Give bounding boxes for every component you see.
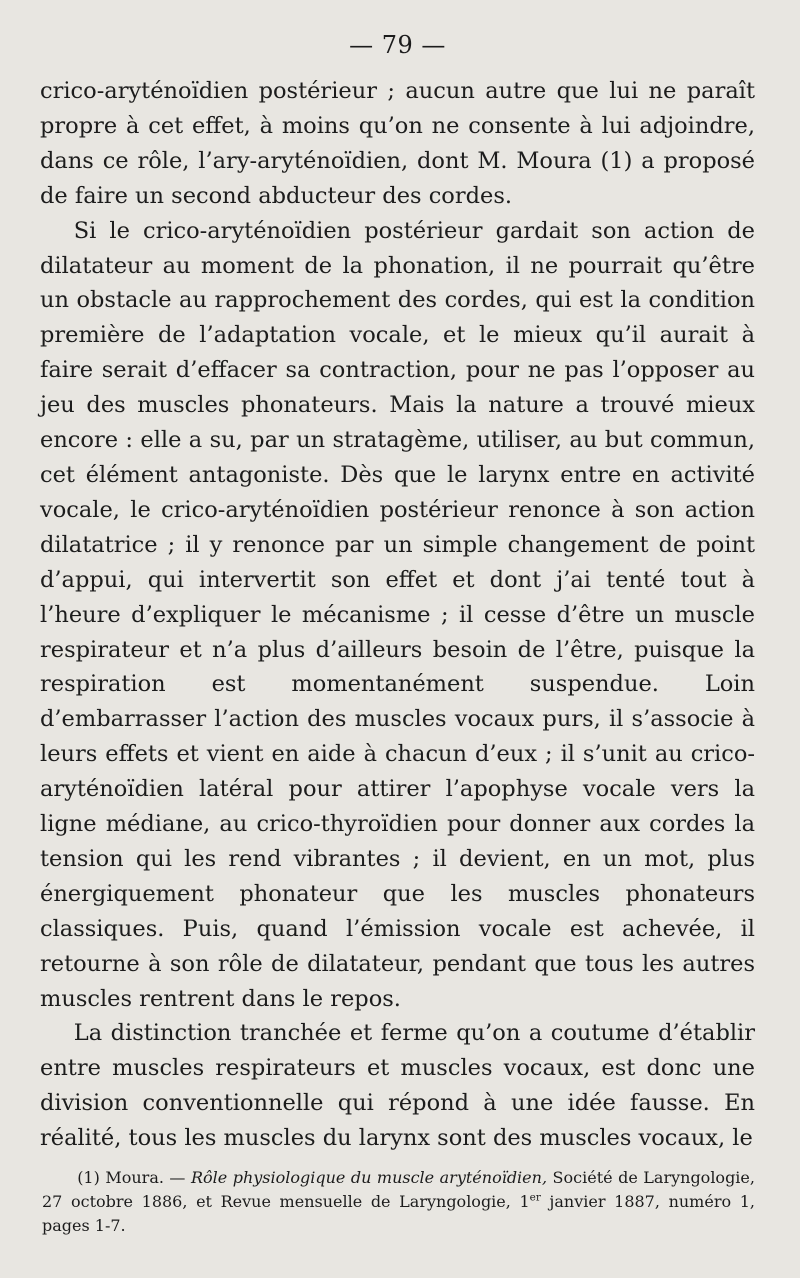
paragraph-2: Si le crico-aryténoïdien postérieur gardait son action de dilatateur au moment de la phonation, il ne pourrait qu’être un obstacle au rapprochement des cordes, qui est la condition première de l’adaptation vocale, et le mieux qu’il aurait à faire serait d’effacer sa contraction, pour ne pas l’opposer au jeu des muscles phonateurs. Mais la nature a trouvé mieux encore : elle a su, par un stratagème, utiliser, au but commun, cet élément antagoniste. Dès que le larynx entre en activité vocale, le crico-aryténoïdien postérieur renonce à son action dilatatrice ; il y renonce par un simple changement de point d’appui, qui intervertit son effet et dont j’ai tenté tout à l’heure d’expliquer le mécanisme ; il cesse d’être un muscle respirateur et n’a plus d’ailleurs besoin de l’être, puisque la respiration est momentanément suspendue. Loin d’embarrasser l’action des muscles vocaux purs, il s’associe à leurs effets et vient en aide à chacun d’eux ; il s’unit au crico-aryténoïdien latéral pour attirer l’apophyse vocale vers la ligne médiane, au crico-thyroïdien pour donner aux cordes la tension qui les rend vibrantes ; il devient, en un mot, plus énergiquement phonateur que les muscles phonateurs classiques. Puis, quand l’émission vocale est achevée, il retourne à son rôle de dilatateur, pendant que tous les autres muscles rentrent dans le repos.	[40, 217, 755, 1012]
main-text	[40, 74, 755, 1156]
footnote-text	[42, 1166, 755, 1238]
footnote	[42, 1166, 755, 1238]
footnote-marker: (1) Moura. —	[77, 1168, 186, 1187]
footnote-superscript: er	[529, 1191, 541, 1204]
footnote-title: Rôle physiologique du muscle aryténoïdien,	[190, 1168, 548, 1187]
footnote-rest-2: janvier 1887, numéro 1, pages 1-7.	[42, 1192, 755, 1235]
page-number: — 79 —	[349, 31, 446, 59]
footnote-rest: Société de Laryngologie, 27 octobre 1886, et Revue mensuelle de Laryngologie, 1	[42, 1168, 755, 1211]
paragraph-3: La distinction tranchée et ferme qu’on a coutume d’établir entre muscles respirateurs et muscles vocaux, est donc une division conventionnelle qui répond à une idée fausse. En réalité, tous les muscles du larynx sont des muscles vocaux, le	[40, 1020, 755, 1152]
paragraph-continuation: crico-aryténoïdien postérieur ; aucun autre que lui ne paraît propre à cet effet, à moins qu’on ne consente à lui adjoindre, dans ce rôle, l’ary-aryténoïdien, dont M. Moura (1) a proposé de faire un second abducteur des cordes.	[40, 78, 755, 209]
